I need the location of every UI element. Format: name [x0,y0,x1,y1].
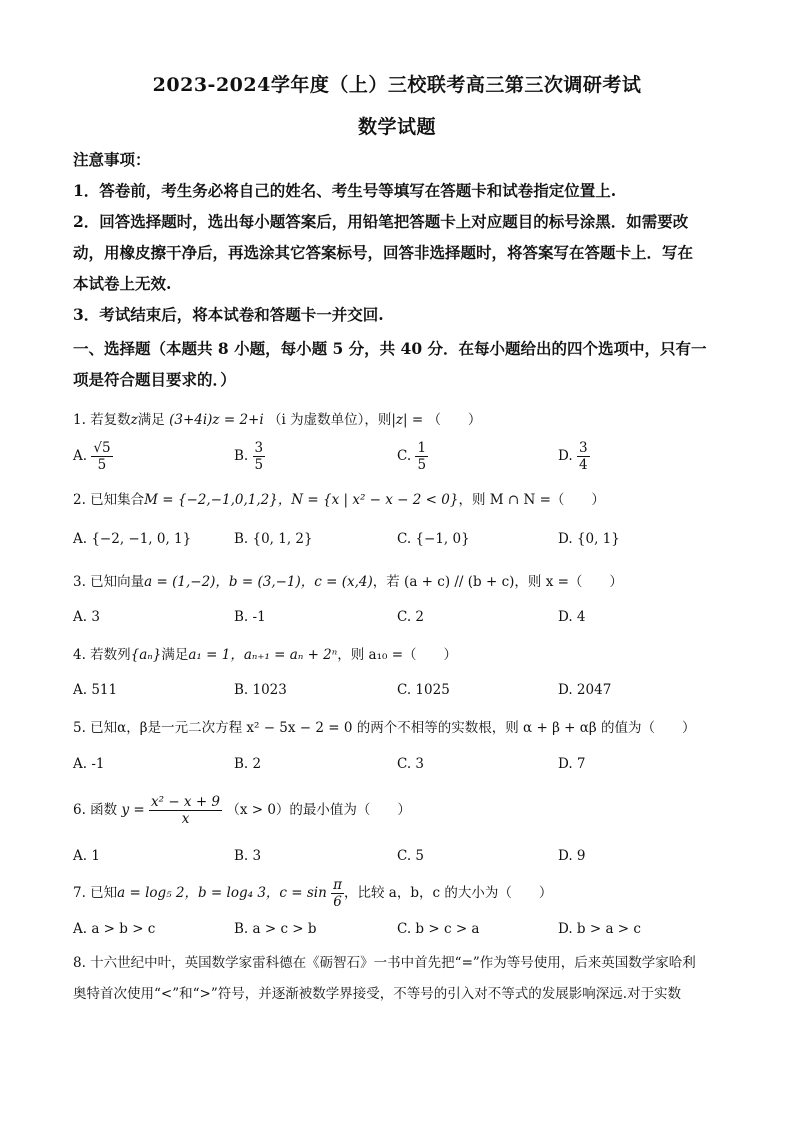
question-7: 7. 已知a = log₅ 2，b = log₄ 3，c = sin $\frac{\pi}{6}$ ，比较 a，b，c 的大小为（ ） [73,877,553,910]
question-3: 3. 已知向量a = (1,−2)，b = (3,−1)，c = (x,4)，若 (a + c) // (b + c)，则 x =（ ） [73,574,623,590]
question-8-line-2: 奥特首次使用“<”和“>”符号，并逐渐被数学界接受，不等号的引入对不等式的发展影响深远.对于实数 [73,986,682,1002]
question-2-option-d: D. {0, 1} [558,531,620,547]
note-1: 1．答卷前，考生务必将自己的姓名、考生号等填写在答题卡和试卷指定位置上. [73,181,617,200]
question-2-option-a: A. {−2, −1, 0, 1} [73,531,192,547]
question-4: 4. 若数列{aₙ}满足a₁ = 1，aₙ₊₁ = aₙ + 2ⁿ，则 a₁₀ =（ ） [73,647,458,663]
question-5-option-b: B. 2 [234,756,262,772]
question-1-option-d: D. $\frac{3}{4}$ [558,440,588,473]
question-3-option-d: D. 4 [558,609,586,625]
question-3-option-a: A. 3 [73,609,100,625]
question-1: 1. 若复数z满足 (3+4i)z = 2+i （i 为虚数单位），则|z| = （ ） [73,412,482,428]
question-6-option-d: D. 9 [558,848,586,864]
question-4-option-d: D. 2047 [558,682,612,698]
note-2-line-3: 本试卷上无效. [73,274,172,293]
question-3-option-b: B. -1 [234,609,266,625]
exam-title: 2023-2024学年度（上）三校联考高三第三次调研考试 [152,74,642,96]
question-7-option-c: C. b > c > a [397,921,480,937]
question-5-option-a: A. -1 [73,756,105,772]
note-2-line-2: 动，用橡皮擦干净后，再选涂其它答案标号，回答非选择题时，将答案写在答题卡上．写在 [73,243,694,262]
question-2: 2. 已知集合M = {−2,−1,0,1,2}，N = {x | x² − x − 2 < 0}，则 M ∩ N =（ ） [73,492,605,508]
question-3-option-c: C. 2 [397,609,425,625]
question-5-option-c: C. 3 [397,756,425,772]
question-5-option-d: D. 7 [558,756,586,772]
question-6: 6. 函数 y = $\frac{\text{x² − x + 9}}{x}$ （x > 0）的最小值为（ ） [73,794,411,827]
question-1-option-a: A. $\frac{√5}{5}$ [73,440,111,473]
question-7-option-d: D. b > a > c [558,921,641,937]
note-2-line-1: 2．回答选择题时，选出每小题答案后，用铅笔把答题卡上对应题目的标号涂黑．如需要改 [73,212,689,231]
question-6-option-a: A. 1 [73,848,100,864]
section-1-heading-cont: 项是符合题目要求的．） [73,370,236,389]
question-4-option-a: A. 511 [73,682,118,698]
question-4-option-b: B. 1023 [234,682,287,698]
question-5: 5. 已知α，β是一元二次方程 x² − 5x − 2 = 0 的两个不相等的实数根，则 α + β + αβ 的值为（ ） [73,720,696,736]
section-1-heading: 一、选择题（本题共 8 小题，每小题 5 分，共 40 分．在每小题给出的四个选项中，只有一 [73,339,707,358]
notes-heading: 注意事项： [73,150,151,169]
question-7-option-b: B. a > c > b [234,921,317,937]
question-1-option-c: C. $\frac{1}{5}$ [397,440,427,473]
exam-subtitle: 数学试题 [357,116,436,138]
question-4-option-c: C. 1025 [397,682,450,698]
question-2-option-b: B. {0, 1, 2} [234,531,313,547]
question-6-option-b: B. 3 [234,848,262,864]
question-7-option-a: A. a > b > c [73,921,156,937]
question-2-option-c: C. {−1, 0} [397,531,470,547]
question-1-option-b: B. $\frac{3}{5}$ [234,440,264,473]
question-6-option-c: C. 5 [397,848,425,864]
note-3: 3．考试结束后，将本试卷和答题卡一并交回. [73,305,384,324]
question-8-line-1: 8. 十六世纪中叶，英国数学家雷科德在《砺智石》一书中首先把“=”作为等号使用，后来英国数学家哈利 [73,955,696,971]
